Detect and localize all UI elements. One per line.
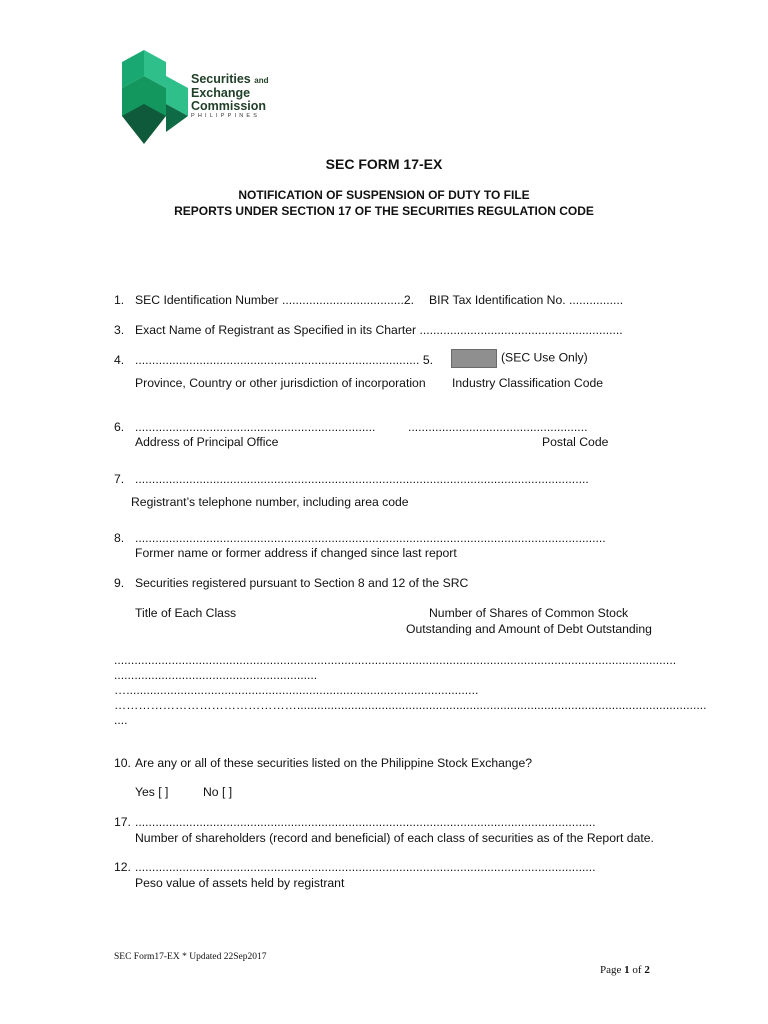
sec-logo-mark [114, 46, 194, 150]
item-4-label: Province, Country or other jurisdiction of incorporation [135, 376, 426, 390]
item-12-number: 12. [114, 860, 131, 874]
item-6-postal-label: Postal Code [542, 435, 609, 449]
item-3-registrant-name: Exact Name of Registrant as Specified in its Charter ............................................................ [135, 323, 623, 337]
item-1-sec-id: SEC Identification Number ....................................2. [135, 293, 415, 307]
item-4-jurisdiction-line: .................................................................................... 5. [135, 353, 433, 367]
item-12-assets-line: ........................................................................................................................................ [135, 860, 596, 874]
item-8-label: Former name or former address if changed since last report [135, 546, 457, 560]
securities-line-2: ............................................................ [114, 668, 318, 682]
item-10-question: Are any or all of these securities listed on the Philippine Stock Exchange? [135, 756, 532, 770]
item-1-number: 1. [114, 293, 125, 307]
logo-country: PHILIPPINES [191, 113, 261, 119]
item-5-text: (SEC Use Only) [501, 350, 588, 365]
page-total: 2 [644, 964, 650, 976]
item-11-label: Number of shareholders (record and beneficial) of each class of securities as of the Report date. [135, 831, 654, 845]
page-word: Page [600, 964, 625, 976]
logo-org-line3: Commission [191, 99, 267, 113]
form-title: SEC FORM 17-EX [325, 156, 443, 172]
item-5-sec-use-only [451, 349, 588, 368]
page-of: of [629, 964, 645, 976]
item-10-yes-checkbox[interactable]: Yes [ ] [135, 785, 169, 799]
securities-line-3: …........................................................................................................ [114, 683, 479, 697]
item-7-phone-line: ...................................................................................................................................... [135, 472, 589, 486]
page-current: 1 [624, 964, 630, 976]
item-9-col-shares-1: Number of Shares of Common Stock [429, 606, 629, 620]
item-6-address-line: ....................................................................... [135, 420, 376, 434]
item-9-text: Securities registered pursuant to Section 8 and 12 of the SRC [135, 576, 469, 590]
footer-page-number [600, 964, 650, 976]
item-2-bir-tin: BIR Tax Identification No. ................ [429, 293, 624, 307]
item-6-number: 6. [114, 420, 125, 434]
item-11-shareholders-line: ........................................................................................................................................ [135, 815, 596, 829]
item-6-postal-line: ..................................................... [408, 420, 588, 434]
item-4-number: 4. [114, 353, 125, 367]
item-9-col-shares-2: Outstanding and Amount of Debt Outstanding [406, 622, 652, 636]
logo-org-and: and [254, 76, 269, 85]
securities-line-4: ………………………………………......................................................................................................................... [114, 698, 707, 712]
form-subtitle-2: REPORTS UNDER SECTION 17 OF THE SECURITIES REGULATION CODE [174, 204, 594, 218]
footer-updated: SEC Form17-EX * Updated 22Sep2017 [114, 952, 267, 962]
item-9-number: 9. [114, 576, 125, 590]
item-7-number: 7. [114, 472, 125, 486]
sec-use-only-box [451, 349, 497, 368]
item-12-label: Peso value of assets held by registrant [135, 876, 345, 890]
item-7-label: Registrant’s telephone number, including area code [131, 495, 409, 509]
item-11-number: 17. [114, 815, 131, 829]
logo-org-line2: Exchange [191, 86, 251, 100]
form-subtitle-1: NOTIFICATION OF SUSPENSION OF DUTY TO FILE [238, 188, 530, 202]
item-10-no-checkbox[interactable]: No [ ] [203, 785, 233, 799]
securities-line-5: .... [114, 713, 128, 727]
securities-line-1: ...................................................................................................................................................................... [114, 653, 677, 667]
item-8-former-name-line: ........................................................................................................................................... [135, 531, 606, 545]
item-10-number: 10. [114, 756, 131, 770]
item-5-label: Industry Classification Code [452, 376, 604, 390]
item-6-address-label: Address of Principal Office [135, 435, 279, 449]
item-8-number: 8. [114, 531, 125, 545]
logo-org-line1: Securities [191, 72, 251, 86]
sec-logo-text [191, 73, 268, 119]
item-9-col-title: Title of Each Class [135, 606, 237, 620]
item-3-number: 3. [114, 323, 125, 337]
